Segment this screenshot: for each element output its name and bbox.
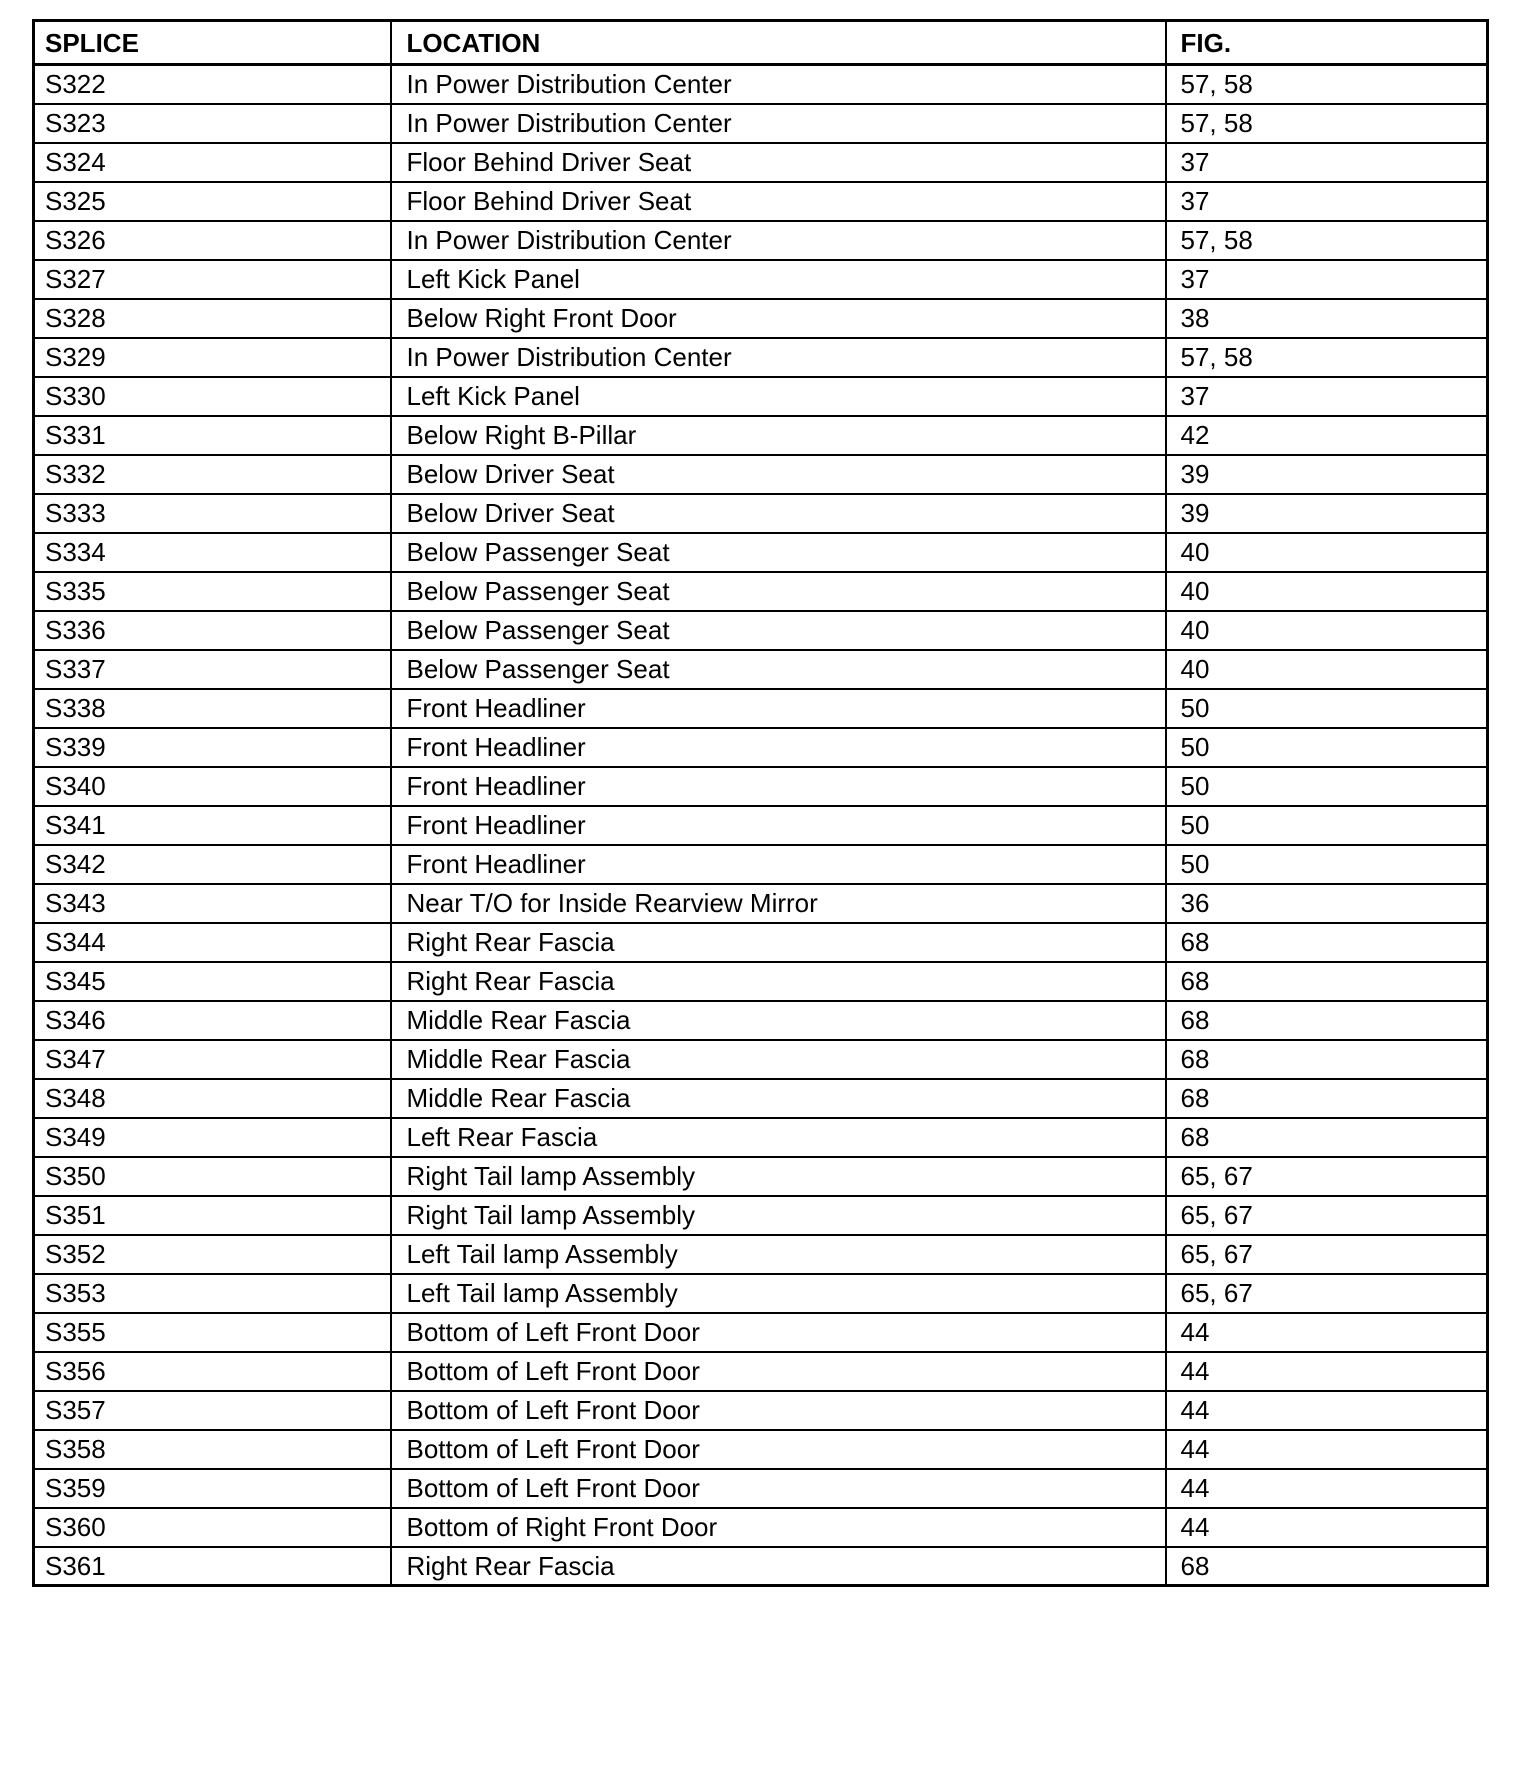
location-cell: Bottom of Left Front Door	[391, 1313, 1166, 1352]
fig-cell: 57, 58	[1166, 221, 1488, 260]
fig-cell: 39	[1166, 494, 1488, 533]
fig-cell: 42	[1166, 416, 1488, 455]
fig-cell: 40	[1166, 611, 1488, 650]
table-row	[34, 1274, 1488, 1313]
location-cell: In Power Distribution Center	[391, 221, 1166, 260]
location-cell: Floor Behind Driver Seat	[391, 143, 1166, 182]
table-row	[34, 221, 1488, 260]
splice-cell: S341	[34, 806, 391, 845]
location-cell: Front Headliner	[391, 806, 1166, 845]
fig-cell: 68	[1166, 1547, 1488, 1586]
splice-cell: S333	[34, 494, 391, 533]
table-row	[34, 299, 1488, 338]
splice-cell: S355	[34, 1313, 391, 1352]
table-row	[34, 962, 1488, 1001]
table-row	[34, 533, 1488, 572]
fig-cell: 44	[1166, 1469, 1488, 1508]
splice-cell: S342	[34, 845, 391, 884]
splice-cell: S327	[34, 260, 391, 299]
fig-cell: 36	[1166, 884, 1488, 923]
table-row	[34, 806, 1488, 845]
splice-cell: S356	[34, 1352, 391, 1391]
location-cell: Front Headliner	[391, 767, 1166, 806]
location-cell: Below Passenger Seat	[391, 533, 1166, 572]
table-row	[34, 494, 1488, 533]
location-cell: Below Driver Seat	[391, 455, 1166, 494]
fig-cell: 50	[1166, 728, 1488, 767]
splice-cell: S347	[34, 1040, 391, 1079]
table-row	[34, 1118, 1488, 1157]
fig-cell: 68	[1166, 1001, 1488, 1040]
splice-cell: S323	[34, 104, 391, 143]
location-cell: Near T/O for Inside Rearview Mirror	[391, 884, 1166, 923]
splice-cell: S361	[34, 1547, 391, 1586]
table-row	[34, 767, 1488, 806]
splice-cell: S337	[34, 650, 391, 689]
table-row	[34, 728, 1488, 767]
fig-cell: 40	[1166, 572, 1488, 611]
table-row	[34, 377, 1488, 416]
splice-cell: S351	[34, 1196, 391, 1235]
splice-cell: S359	[34, 1469, 391, 1508]
fig-cell: 40	[1166, 650, 1488, 689]
location-cell: Below Passenger Seat	[391, 611, 1166, 650]
location-cell: Below Passenger Seat	[391, 650, 1166, 689]
location-cell: Below Right B-Pillar	[391, 416, 1166, 455]
fig-cell: 65, 67	[1166, 1157, 1488, 1196]
location-cell: Middle Rear Fascia	[391, 1040, 1166, 1079]
table-row	[34, 1391, 1488, 1430]
location-cell: Bottom of Left Front Door	[391, 1391, 1166, 1430]
splice-cell: S360	[34, 1508, 391, 1547]
splice-cell: S325	[34, 182, 391, 221]
fig-cell: 44	[1166, 1352, 1488, 1391]
splice-cell: S350	[34, 1157, 391, 1196]
splice-cell: S332	[34, 455, 391, 494]
location-cell: Left Kick Panel	[391, 377, 1166, 416]
location-cell: Below Passenger Seat	[391, 572, 1166, 611]
table-row	[34, 416, 1488, 455]
fig-cell: 44	[1166, 1508, 1488, 1547]
location-cell: Right Rear Fascia	[391, 1547, 1166, 1586]
fig-cell: 68	[1166, 1040, 1488, 1079]
table-row	[34, 1079, 1488, 1118]
splice-cell: S322	[34, 65, 391, 104]
fig-cell: 39	[1166, 455, 1488, 494]
location-cell: Right Tail lamp Assembly	[391, 1157, 1166, 1196]
fig-cell: 57, 58	[1166, 65, 1488, 104]
table-row	[34, 1430, 1488, 1469]
splice-cell: S330	[34, 377, 391, 416]
location-cell: Front Headliner	[391, 689, 1166, 728]
splice-cell: S357	[34, 1391, 391, 1430]
location-cell: Middle Rear Fascia	[391, 1079, 1166, 1118]
location-cell: Front Headliner	[391, 728, 1166, 767]
location-cell: Right Tail lamp Assembly	[391, 1196, 1166, 1235]
header-splice: SPLICE	[34, 21, 391, 65]
splice-cell: S353	[34, 1274, 391, 1313]
splice-cell: S334	[34, 533, 391, 572]
table-row	[34, 1040, 1488, 1079]
location-cell: In Power Distribution Center	[391, 104, 1166, 143]
table-row	[34, 1157, 1488, 1196]
table-row	[34, 143, 1488, 182]
location-cell: Front Headliner	[391, 845, 1166, 884]
splice-cell: S346	[34, 1001, 391, 1040]
table-row	[34, 1001, 1488, 1040]
location-cell: Below Driver Seat	[391, 494, 1166, 533]
table-row	[34, 1547, 1488, 1586]
table-header	[34, 21, 1488, 65]
splice-cell: S352	[34, 1235, 391, 1274]
location-cell: Right Rear Fascia	[391, 962, 1166, 1001]
splice-cell: S358	[34, 1430, 391, 1469]
location-cell: Bottom of Right Front Door	[391, 1508, 1166, 1547]
location-cell: Left Kick Panel	[391, 260, 1166, 299]
header-location: LOCATION	[391, 21, 1166, 65]
location-cell: In Power Distribution Center	[391, 338, 1166, 377]
splice-cell: S348	[34, 1079, 391, 1118]
location-cell: In Power Distribution Center	[391, 65, 1166, 104]
splice-cell: S349	[34, 1118, 391, 1157]
splice-cell: S336	[34, 611, 391, 650]
header-row	[34, 21, 1488, 65]
location-cell: Floor Behind Driver Seat	[391, 182, 1166, 221]
table-body	[34, 65, 1488, 1586]
splice-cell: S345	[34, 962, 391, 1001]
table-row	[34, 1235, 1488, 1274]
fig-cell: 57, 58	[1166, 338, 1488, 377]
table-row	[34, 1352, 1488, 1391]
fig-cell: 68	[1166, 923, 1488, 962]
splice-cell: S331	[34, 416, 391, 455]
location-cell: Right Rear Fascia	[391, 923, 1166, 962]
fig-cell: 50	[1166, 767, 1488, 806]
location-cell: Below Right Front Door	[391, 299, 1166, 338]
splice-cell: S340	[34, 767, 391, 806]
fig-cell: 40	[1166, 533, 1488, 572]
fig-cell: 68	[1166, 1079, 1488, 1118]
fig-cell: 68	[1166, 962, 1488, 1001]
table-row	[34, 1508, 1488, 1547]
fig-cell: 37	[1166, 143, 1488, 182]
header-fig: FIG.	[1166, 21, 1488, 65]
fig-cell: 44	[1166, 1313, 1488, 1352]
location-cell: Left Rear Fascia	[391, 1118, 1166, 1157]
fig-cell: 38	[1166, 299, 1488, 338]
splice-cell: S338	[34, 689, 391, 728]
fig-cell: 50	[1166, 845, 1488, 884]
splice-cell: S344	[34, 923, 391, 962]
location-cell: Left Tail lamp Assembly	[391, 1274, 1166, 1313]
splice-cell: S326	[34, 221, 391, 260]
fig-cell: 65, 67	[1166, 1235, 1488, 1274]
fig-cell: 65, 67	[1166, 1196, 1488, 1235]
table-row	[34, 572, 1488, 611]
splice-cell: S324	[34, 143, 391, 182]
location-cell: Bottom of Left Front Door	[391, 1469, 1166, 1508]
fig-cell: 37	[1166, 377, 1488, 416]
fig-cell: 37	[1166, 182, 1488, 221]
table-row	[34, 455, 1488, 494]
table-row	[34, 65, 1488, 104]
fig-cell: 68	[1166, 1118, 1488, 1157]
table-row	[34, 923, 1488, 962]
table-row	[34, 1469, 1488, 1508]
fig-cell: 44	[1166, 1391, 1488, 1430]
fig-cell: 44	[1166, 1430, 1488, 1469]
table-row	[34, 104, 1488, 143]
fig-cell: 65, 67	[1166, 1274, 1488, 1313]
location-cell: Bottom of Left Front Door	[391, 1430, 1166, 1469]
splice-cell: S328	[34, 299, 391, 338]
table-row	[34, 1196, 1488, 1235]
fig-cell: 57, 58	[1166, 104, 1488, 143]
table-row	[34, 338, 1488, 377]
location-cell: Bottom of Left Front Door	[391, 1352, 1166, 1391]
fig-cell: 50	[1166, 689, 1488, 728]
location-cell: Middle Rear Fascia	[391, 1001, 1166, 1040]
fig-cell: 50	[1166, 806, 1488, 845]
splice-cell: S343	[34, 884, 391, 923]
location-cell: Left Tail lamp Assembly	[391, 1235, 1166, 1274]
splice-cell: S339	[34, 728, 391, 767]
table-row	[34, 182, 1488, 221]
table-row	[34, 884, 1488, 923]
splice-cell: S329	[34, 338, 391, 377]
fig-cell: 37	[1166, 260, 1488, 299]
table-row	[34, 260, 1488, 299]
splice-cell: S335	[34, 572, 391, 611]
table-row	[34, 650, 1488, 689]
splice-location-table	[32, 19, 1489, 1587]
table-row	[34, 1313, 1488, 1352]
table-row	[34, 689, 1488, 728]
table-row	[34, 611, 1488, 650]
table-row	[34, 845, 1488, 884]
